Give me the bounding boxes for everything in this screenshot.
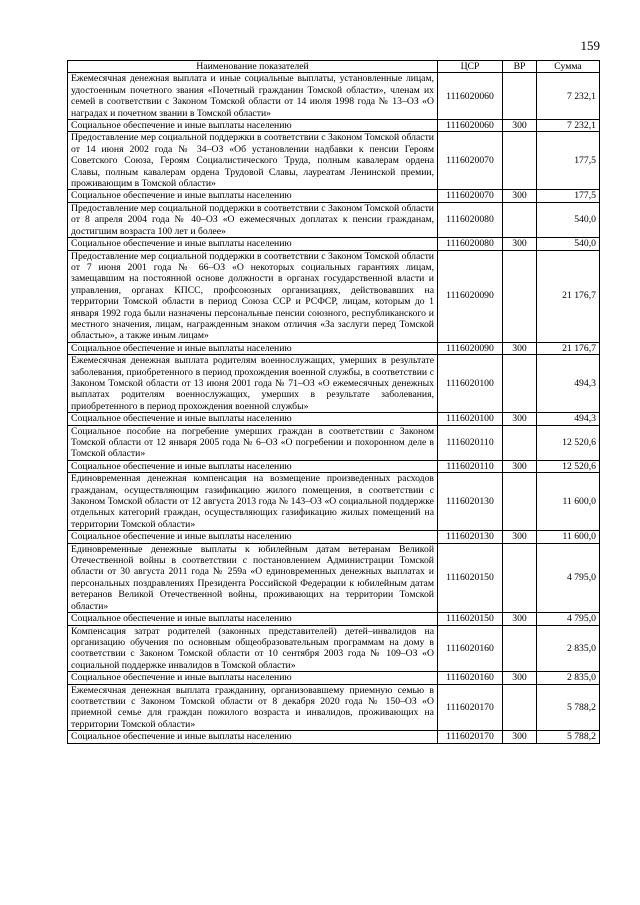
header-vr: ВР (503, 61, 537, 73)
cell-name: Социальное обеспечение и иные выплаты населению (68, 460, 438, 472)
cell-csr: 1116020100 (438, 355, 503, 413)
cell-sum: 177,5 (537, 190, 600, 202)
cell-name: Социальное обеспечение и иные выплаты населению (68, 238, 438, 250)
cell-sum: 2 835,0 (537, 625, 600, 672)
table-row (68, 250, 600, 342)
cell-name: Единовременная денежная компенсация на возмещение произведенных расходов гражданам, осуществляющим газификацию жилого помещения, в соответствии с Законом Томской области от 12 августа 2013 года № 143–ОЗ «О социальной поддержке отдельных категорий граждан, осуществляющих газификацию жилых помещений на территории Томской области» (68, 473, 438, 531)
cell-name: Предоставление мер социальной поддержки в соответствии с Законом Томской области от 7 июня 2001 года № 66–ОЗ «О некоторых социальных гарантиях лицам, замещавшим на постоянной основе должности в органах государственной власти и управления, органах КПСС, профсоюзных организациях, действовавших на территории Томской области в период Союза ССР и РСФСР, лицам, которым до 1 января 1992 года были назначены персональные пенсии союзного, республиканского и местного значения, лицам, награжденным знаком отличия «За заслуги перед Томской областью», а также иным лицам» (68, 250, 438, 342)
cell-sum: 5 788,2 (537, 684, 600, 731)
cell-name: Социальное обеспечение и иные выплаты населению (68, 731, 438, 743)
page-number: 159 (580, 38, 600, 53)
cell-csr: 1116020110 (438, 425, 503, 460)
header-csr: ЦСР (438, 61, 503, 73)
cell-sum: 12 520,6 (537, 460, 600, 472)
cell-name: Социальное обеспечение и иные выплаты населению (68, 531, 438, 543)
cell-sum: 7 232,1 (537, 120, 600, 132)
header-sum: Сумма (537, 61, 600, 73)
cell-csr: 1116020170 (438, 731, 503, 743)
cell-csr: 1116020090 (438, 250, 503, 342)
table-row (68, 342, 600, 354)
budget-table (67, 60, 600, 744)
cell-vr: 300 (503, 342, 537, 354)
cell-csr: 1116020060 (438, 120, 503, 132)
table-row (68, 73, 600, 120)
cell-name: Социальное обеспечение и иные выплаты населению (68, 120, 438, 132)
cell-vr: 300 (503, 672, 537, 684)
table-row (68, 625, 600, 672)
cell-vr: 300 (503, 413, 537, 425)
cell-sum: 4 795,0 (537, 613, 600, 625)
table-body (68, 73, 600, 743)
table-row (68, 543, 600, 612)
table-row (68, 202, 600, 237)
cell-vr: 300 (503, 190, 537, 202)
cell-name: Социальное обеспечение и иные выплаты населению (68, 613, 438, 625)
table-row (68, 238, 600, 250)
table-row (68, 672, 600, 684)
cell-vr: 300 (503, 238, 537, 250)
cell-vr (503, 202, 537, 237)
table-row (68, 355, 600, 413)
cell-sum: 7 232,1 (537, 73, 600, 120)
cell-name: Социальное пособие на погребение умерших граждан в соответствии с Законом Томской области от 12 января 2005 года № 6–ОЗ «О погребении и похоронном деле в Томской области» (68, 425, 438, 460)
cell-vr (503, 684, 537, 731)
cell-name: Предоставление мер социальной поддержки в соответствии с Законом Томской области от 8 апреля 2004 года № 40–ОЗ «О ежемесячных доплатах к пенсии гражданам, достигшим возраста 100 лет и более» (68, 202, 438, 237)
cell-vr (503, 132, 537, 190)
cell-vr: 300 (503, 531, 537, 543)
cell-vr: 300 (503, 613, 537, 625)
table-row (68, 190, 600, 202)
cell-csr: 1116020150 (438, 613, 503, 625)
cell-sum: 494,3 (537, 413, 600, 425)
cell-csr: 1116020130 (438, 531, 503, 543)
table-row (68, 413, 600, 425)
cell-csr: 1116020160 (438, 625, 503, 672)
cell-name: Социальное обеспечение и иные выплаты населению (68, 190, 438, 202)
cell-name: Ежемесячная денежная выплата и иные социальные выплаты, установленные лицам, удостоенным почетного звания «Почетный гражданин Томской области», членам их семей в соответствии с Законом Томской области от 14 июля 1998 года № 13–ОЗ «О наградах и почетном звании в Томской области» (68, 73, 438, 120)
table-row (68, 473, 600, 531)
cell-csr: 1116020160 (438, 672, 503, 684)
table-row (68, 132, 600, 190)
cell-csr: 1116020090 (438, 342, 503, 354)
cell-name: Компенсация затрат родителей (законных представителей) детей–инвалидов на организацию обучения по основным общеобразовательным программам на дому в соответствии с Законом Томской области от 10 сентября 2003 года № 109–ОЗ «О социальной поддержке инвалидов в Томской области» (68, 625, 438, 672)
cell-vr (503, 355, 537, 413)
cell-sum: 5 788,2 (537, 731, 600, 743)
cell-vr (503, 425, 537, 460)
cell-vr: 300 (503, 460, 537, 472)
cell-sum: 21 176,7 (537, 342, 600, 354)
table-row (68, 531, 600, 543)
cell-name: Социальное обеспечение и иные выплаты населению (68, 672, 438, 684)
cell-csr: 1116020070 (438, 132, 503, 190)
cell-name: Единовременные денежные выплаты к юбилейным датам ветеранам Великой Отечественной войны в соответствии с постановлением Администрации Томской области от 30 августа 2011 года № 259а «О единовременных денежных выплатах и персональных поздравлениях Президента Российской Федерации к юбилейным датам ветеранов Великой Отечественной войны, проживающих на территории Томской области» (68, 543, 438, 612)
cell-name: Социальное обеспечение и иные выплаты населению (68, 413, 438, 425)
table-row (68, 460, 600, 472)
cell-csr: 1116020150 (438, 543, 503, 612)
cell-sum: 21 176,7 (537, 250, 600, 342)
cell-sum: 540,0 (537, 238, 600, 250)
table-row (68, 425, 600, 460)
cell-csr: 1116020130 (438, 473, 503, 531)
cell-vr: 300 (503, 731, 537, 743)
header-name: Наименование показателей (68, 61, 438, 73)
cell-sum: 540,0 (537, 202, 600, 237)
cell-sum: 2 835,0 (537, 672, 600, 684)
table-header-row (68, 61, 600, 73)
cell-csr: 1116020110 (438, 460, 503, 472)
cell-name: Социальное обеспечение и иные выплаты населению (68, 342, 438, 354)
cell-sum: 12 520,6 (537, 425, 600, 460)
cell-vr (503, 625, 537, 672)
cell-csr: 1116020100 (438, 413, 503, 425)
cell-name: Ежемесячная денежная выплата гражданину, организовавшему приемную семью в соответствии с Законом Томской области от 8 декабря 2020 года № 150–ОЗ «О приемной семье для граждан пожилого возраста и инвалидов, проживающих на территории Томской области» (68, 684, 438, 731)
cell-sum: 11 600,0 (537, 531, 600, 543)
cell-sum: 494,3 (537, 355, 600, 413)
cell-sum: 11 600,0 (537, 473, 600, 531)
cell-name: Предоставление мер социальной поддержки в соответствии с Законом Томской области от 14 июня 2002 года № 34–ОЗ «Об установлении надбавки к пенсии Героям Советского Союза, Героям Социалистического Труда, полным кавалерам ордена Славы, полным кавалерам ордена Трудовой Славы, лауреатам Ленинской премии, проживающим в Томской области» (68, 132, 438, 190)
cell-csr: 1116020080 (438, 238, 503, 250)
cell-sum: 4 795,0 (537, 543, 600, 612)
cell-name: Ежемесячная денежная выплата родителям военнослужащих, умерших в результате заболевания, приобретенного в период прохождения военной службы, в соответствии с Законом Томской области от 13 июня 2001 года № 71–ОЗ «О ежемесячных денежных выплатах родителям военнослужащих, умерших в результате заболевания, приобретенного в период прохождения военной службы» (68, 355, 438, 413)
cell-csr: 1116020170 (438, 684, 503, 731)
table-row (68, 731, 600, 743)
cell-csr: 1116020080 (438, 202, 503, 237)
table-row (68, 684, 600, 731)
table-row (68, 613, 600, 625)
cell-csr: 1116020070 (438, 190, 503, 202)
cell-vr (503, 473, 537, 531)
table-row (68, 120, 600, 132)
cell-csr: 1116020060 (438, 73, 503, 120)
cell-vr (503, 73, 537, 120)
cell-vr (503, 543, 537, 612)
cell-sum: 177,5 (537, 132, 600, 190)
cell-vr (503, 250, 537, 342)
cell-vr: 300 (503, 120, 537, 132)
